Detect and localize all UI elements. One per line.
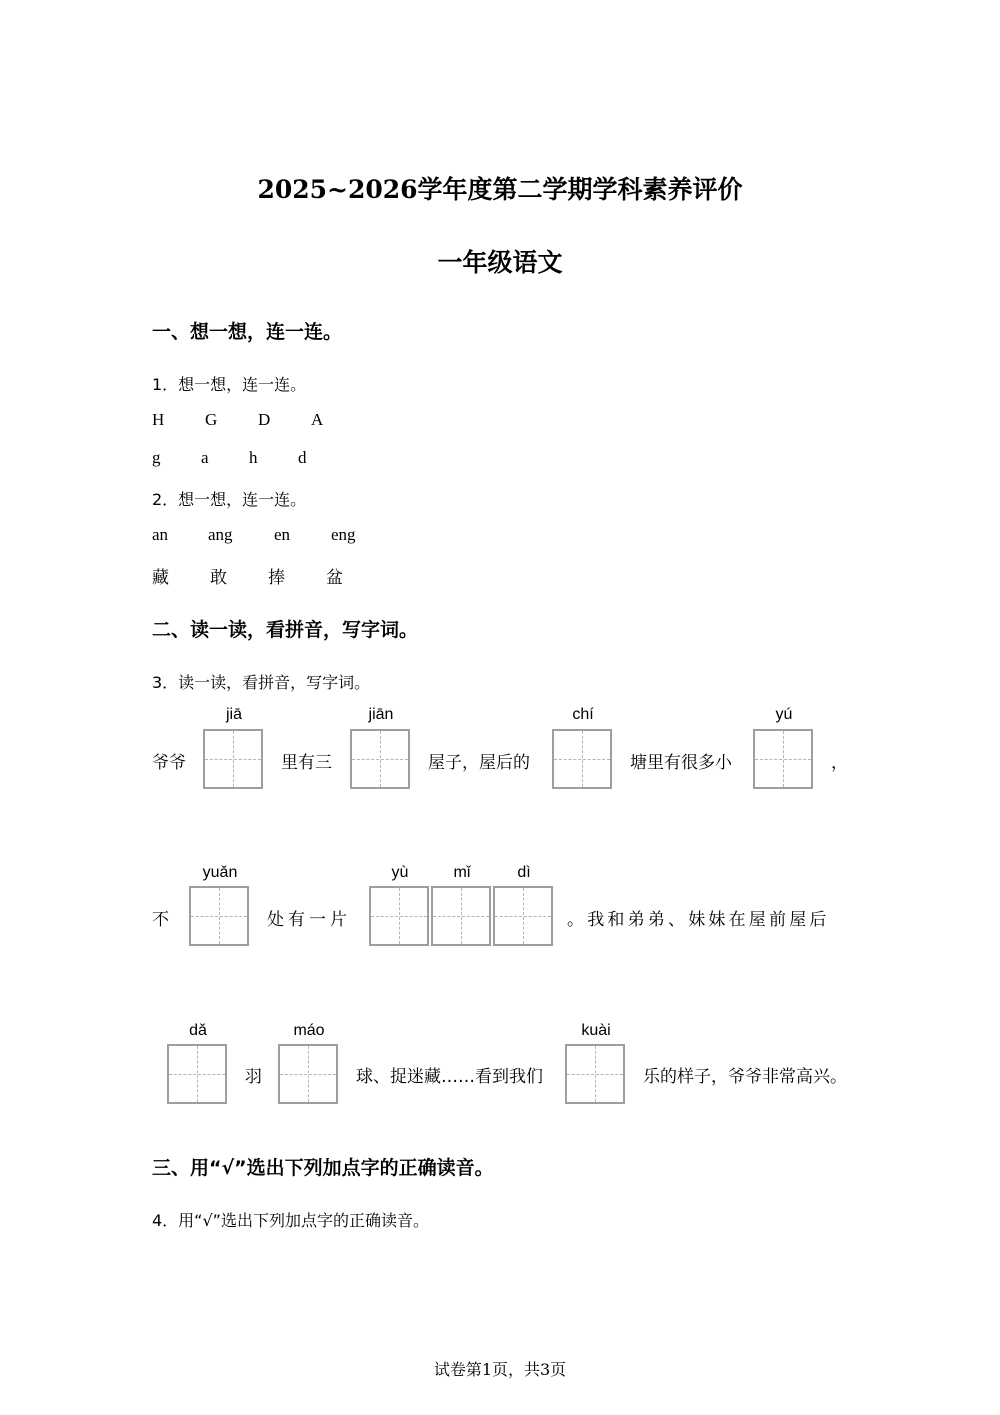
- hanzi-char: 捧: [268, 568, 285, 588]
- letter-lower: h: [249, 448, 258, 467]
- pinyin-hint: mǐ: [453, 864, 471, 881]
- pinyin-final: eng: [331, 525, 356, 544]
- sentence-text: 爷爷: [152, 753, 186, 773]
- pinyin-hint: chí: [572, 706, 594, 723]
- pinyin-hint: kuài: [581, 1022, 611, 1039]
- sentence-text: 不: [152, 910, 169, 930]
- sentence-text: 乐的样子，爷爷非常高兴。: [643, 1067, 847, 1087]
- pinyin-hint: máo: [293, 1022, 325, 1039]
- question-3-label: 3．读一读，看拼音，写字词。: [152, 673, 371, 692]
- pinyin-hint: jiān: [368, 706, 394, 723]
- writing-box[interactable]: [369, 886, 429, 946]
- writing-box[interactable]: [753, 729, 813, 789]
- writing-box[interactable]: [167, 1044, 227, 1104]
- pinyin-hint: dì: [517, 864, 531, 881]
- writing-box[interactable]: [493, 886, 553, 946]
- pinyin-hint: yú: [775, 706, 793, 723]
- question-2-label: 2．想一想，连一连。: [152, 490, 307, 509]
- pinyin-hint: yuǎn: [202, 864, 238, 881]
- letter-lower: d: [298, 448, 307, 467]
- pinyin-hint: dǎ: [189, 1022, 207, 1039]
- letter-lower: g: [152, 448, 161, 467]
- section-2-heading: 二、读一读，看拼音，写字词。: [152, 619, 419, 641]
- writing-box[interactable]: [350, 729, 410, 789]
- section-3-heading: 三、用“√”选出下列加点字的正确读音。: [152, 1157, 494, 1179]
- page-footer: 试卷第1页，共3页: [433, 1360, 567, 1379]
- letter-lower: a: [201, 448, 209, 467]
- sentence-text: ，: [831, 753, 848, 773]
- question-1-label: 1．想一想，连一连。: [152, 375, 307, 394]
- exam-subtitle: 一年级语文: [437, 248, 563, 277]
- writing-box[interactable]: [189, 886, 249, 946]
- question-4-label: 4．用“√”选出下列加点字的正确读音。: [152, 1211, 429, 1230]
- pinyin-hint: jiā: [225, 706, 242, 723]
- sentence-text: 屋子，屋后的: [428, 753, 530, 773]
- sentence-text: 塘里有很多小: [630, 753, 732, 773]
- pinyin-final: ang: [208, 525, 233, 544]
- sentence-text: 羽: [245, 1067, 262, 1087]
- sentence-text: 。我和弟弟、妹妹在屋前屋后: [567, 910, 830, 930]
- sentence-text: 处有一片: [267, 910, 351, 930]
- pinyin-hint: yù: [391, 864, 409, 881]
- writing-box[interactable]: [431, 886, 491, 946]
- hanzi-char: 敢: [210, 568, 227, 588]
- letter-upper: A: [311, 410, 324, 429]
- letter-upper: H: [152, 410, 165, 429]
- hanzi-char: 藏: [152, 568, 169, 588]
- writing-box[interactable]: [565, 1044, 625, 1104]
- exam-title: 2025~2026学年度第二学期学科素养评价: [257, 175, 743, 204]
- writing-box[interactable]: [278, 1044, 338, 1104]
- writing-box[interactable]: [552, 729, 612, 789]
- pinyin-final: en: [274, 525, 291, 544]
- pinyin-final: an: [152, 525, 169, 544]
- sentence-text: 里有三: [281, 753, 332, 773]
- section-1-heading: 一、想一想，连一连。: [152, 321, 343, 343]
- hanzi-char: 盆: [326, 568, 343, 588]
- letter-upper: G: [205, 410, 218, 429]
- sentence-text: 球、捉迷藏……看到我们: [356, 1067, 543, 1087]
- writing-box[interactable]: [203, 729, 263, 789]
- letter-upper: D: [258, 410, 271, 429]
